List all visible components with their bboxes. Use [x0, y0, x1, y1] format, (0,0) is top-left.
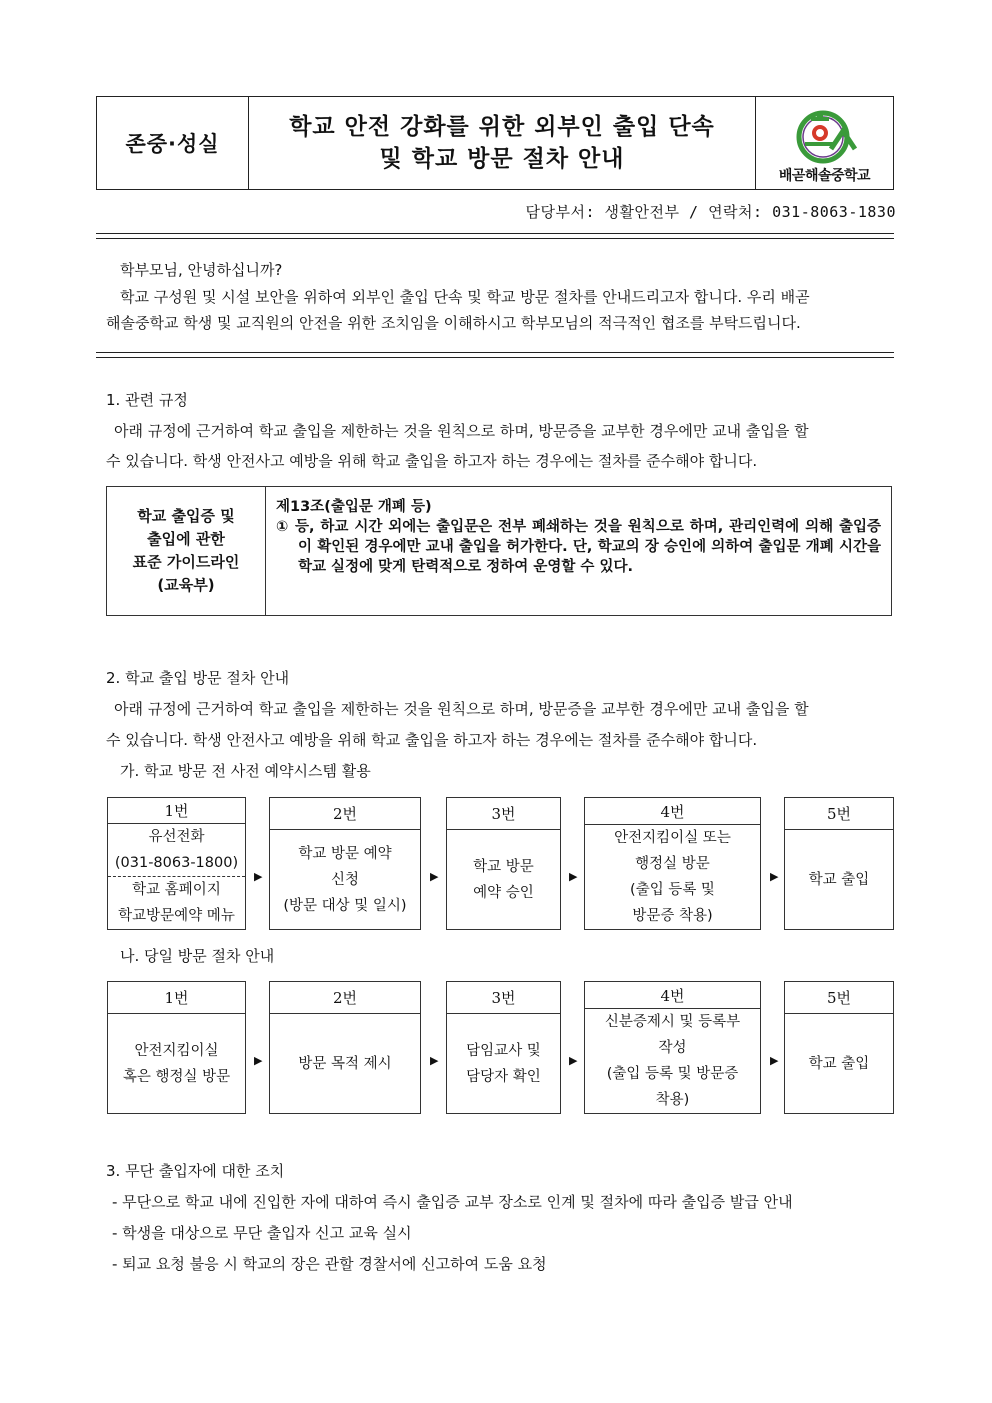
section-1-line-1: 아래 규정에 근거하여 학교 출입을 제한하는 것을 원칙으로 하며, 방문증을 교부한 경우에만 교내 출입을 할	[114, 422, 809, 440]
contact-info: 담당부서: 생활안전부 / 연락처: 031-8063-1830	[525, 203, 896, 221]
guideline-source	[107, 487, 266, 615]
flow-b-step-1	[107, 981, 246, 1114]
section-3-title: 3. 무단 출입자에 대한 조치	[106, 1162, 285, 1180]
step-line: (031-8063-1800)	[108, 850, 245, 877]
section-3-item: - 무단으로 학교 내에 진입한 자에 대하여 즉시 출입증 교부 장소로 인계 및 절차에 따라 출입증 발급 안내	[112, 1193, 793, 1211]
step-number: 1번	[108, 982, 245, 1014]
guideline-source-line: 표준 가이드라인	[132, 553, 240, 571]
step-number: 2번	[270, 982, 420, 1014]
step-line: 담당자 확인	[466, 1068, 541, 1085]
guideline-table	[106, 486, 892, 616]
guideline-source-line: 출입에 관한	[147, 530, 225, 548]
section-1-line-2: 수 있습니다. 학생 안전사고 예방을 위해 학교 출입을 하고자 하는 경우에는 절차를 준수해야 합니다.	[106, 452, 758, 470]
step-body	[585, 825, 760, 929]
intro-line-2: 해솔중학교 학생 및 교직원의 안전을 위한 조치임을 이해하시고 학부모님의 적극적인 협조를 부탁드립니다.	[106, 314, 801, 332]
step-line: 안전지킴이실 또는	[614, 830, 731, 846]
arrow-icon: ▶	[770, 1054, 779, 1067]
step-body	[785, 1014, 893, 1113]
step-line: (방문 대상 및 일시)	[283, 897, 407, 914]
flow-a-step-3	[446, 797, 561, 930]
flow-a-step-2	[269, 797, 421, 930]
step-number: 2번	[270, 798, 420, 830]
title-line-2: 및 학교 방문 절차 안내	[379, 146, 625, 172]
step-line: (출입 등록 및 방문증	[606, 1066, 739, 1082]
arrow-icon: ▶	[254, 1054, 263, 1067]
guideline-source-line: (교육부)	[157, 576, 215, 594]
arrow-icon: ▶	[770, 870, 779, 883]
step-body	[585, 1009, 760, 1113]
school-logo-box	[755, 97, 893, 189]
step-number: 4번	[585, 798, 760, 825]
step-number: 3번	[447, 798, 560, 830]
step-line: 신청	[330, 871, 359, 888]
title-line-1: 학교 안전 강화를 위한 외부인 출입 단속	[289, 114, 715, 140]
step-line: 혹은 행정실 방문	[122, 1068, 231, 1085]
step-line: 예약 승인	[473, 884, 534, 901]
section-3-item: - 퇴교 요청 불응 시 학교의 장은 관할 경찰서에 신고하여 도움 요청	[112, 1255, 547, 1273]
subsection-a-title: 가. 학교 방문 전 사전 예약시스템 활용	[120, 762, 371, 780]
step-line: 담임교사 및	[466, 1042, 541, 1059]
step-number: 3번	[447, 982, 560, 1014]
step-line: 안전지킴이실	[134, 1042, 219, 1059]
step-line: 유선전화	[148, 829, 205, 845]
article-title: 제13조(출입문 개폐 등)	[276, 499, 432, 515]
arrow-icon: ▶	[254, 870, 263, 883]
step-number: 1번	[108, 798, 245, 824]
school-name: 배곧해솔중학교	[778, 168, 871, 184]
step-body	[447, 830, 560, 929]
subsection-b-title: 나. 당일 방문 절차 안내	[120, 947, 275, 965]
section-1-title: 1. 관련 규정	[106, 391, 188, 409]
step-body	[108, 824, 245, 929]
section-3-item: - 학생을 대상으로 무단 출입자 신고 교육 실시	[112, 1224, 412, 1242]
step-body	[108, 1014, 245, 1113]
section-2-line-1: 아래 규정에 근거하여 학교 출입을 제한하는 것을 원칙으로 하며, 방문증을 교부한 경우에만 교내 출입을 할	[114, 700, 809, 718]
step-number: 5번	[785, 798, 893, 830]
step-line: 착용)	[655, 1092, 690, 1108]
step-line: 학교방문예약 메뉴	[118, 908, 235, 924]
divider-bottom	[96, 352, 894, 358]
step-line: 신분증제시 및 등록부	[604, 1014, 741, 1030]
article-clause: ① 등, 하교 시간 외에는 출입문은 전부 폐쇄하는 것을 원칙으로 하며, 관리인력에 의해 출입증이 확인된 경우에만 교내 출입을 허가한다. 단, 학교의 장 승인에 의하여 출입문 개폐 시간을 학교 실정에 맞게 탄력적으로 정하여 운영할 수 있다.	[276, 519, 881, 575]
flow-a-step-4	[584, 797, 761, 930]
step-number: 4번	[585, 982, 760, 1009]
flow-a-step-1	[107, 797, 246, 930]
arrow-icon: ▶	[569, 870, 578, 883]
intro-line-1: 학교 구성원 및 시설 보안을 위하여 외부인 출입 단속 및 학교 방문 절차를 안내드리고자 합니다. 우리 배곧	[120, 288, 810, 306]
step-line: 학교 출입	[808, 871, 870, 888]
flow-b-step-2	[269, 981, 421, 1114]
document-header	[96, 96, 894, 190]
step-number: 5번	[785, 982, 893, 1014]
flow-b-step-3	[446, 981, 561, 1114]
divider-top	[96, 233, 894, 239]
school-motto: 존중·성실	[97, 97, 249, 189]
step-line: 행정실 방문	[635, 856, 710, 872]
step-line: 학교 방문	[473, 858, 534, 875]
guideline-content	[266, 487, 891, 615]
flow-b-step-5	[784, 981, 894, 1114]
document-title	[249, 97, 755, 189]
section-2-title: 2. 학교 출입 방문 절차 안내	[106, 669, 290, 687]
step-line: 학교 방문 예약	[298, 845, 392, 862]
step-line: (출입 등록 및	[630, 882, 715, 898]
step-line: 학교 출입	[808, 1055, 870, 1072]
step-body	[270, 1014, 420, 1113]
flow-b-step-4	[584, 981, 761, 1114]
step-body	[447, 1014, 560, 1113]
step-line: 작성	[658, 1040, 687, 1056]
school-logo-icon	[789, 107, 861, 165]
flow-a-step-5	[784, 797, 894, 930]
step-line: 방문 목적 제시	[298, 1055, 392, 1072]
step-line: 학교 홈페이지	[132, 882, 221, 898]
step-body	[270, 830, 420, 929]
step-body	[785, 830, 893, 929]
step-line: 방문증 착용)	[632, 908, 713, 924]
guideline-source-line: 학교 출입증 및	[137, 507, 235, 525]
arrow-icon: ▶	[430, 1054, 439, 1067]
greeting: 학부모님, 안녕하십니까?	[120, 261, 283, 279]
section-2-line-2: 수 있습니다. 학생 안전사고 예방을 위해 학교 출입을 하고자 하는 경우에는 절차를 준수해야 합니다.	[106, 731, 758, 749]
arrow-icon: ▶	[430, 870, 439, 883]
arrow-icon: ▶	[569, 1054, 578, 1067]
